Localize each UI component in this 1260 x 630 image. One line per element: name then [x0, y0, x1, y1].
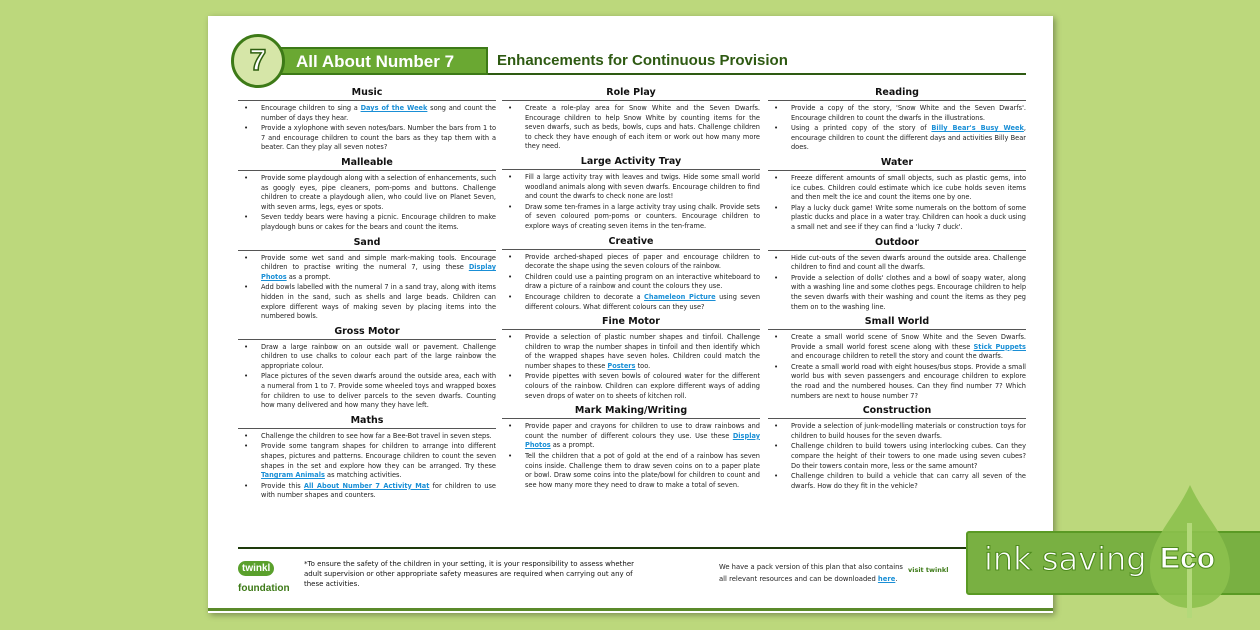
resource-link[interactable]: All About Number 7 Activity Mat	[303, 481, 430, 490]
bullet-list	[238, 174, 496, 233]
section-role-play	[502, 87, 760, 152]
footer-divider	[238, 547, 1023, 549]
section-water	[768, 157, 1026, 233]
list-item	[502, 104, 760, 152]
item-text: Draw a large rainbow on an outside wall or pavement. Challenge children to use chalks to colour each part of the large rainbow the appropriate colour.	[261, 342, 496, 370]
item-text: Provide some wet sand and simple mark-making tools. Encourage children to practise writing the numeral 7, using these	[261, 253, 496, 272]
item-text: Challenge children to build a vehicle that can carry all seven of the dwarfs. How do they fit in the vehicle?	[791, 472, 1026, 490]
list-item	[502, 372, 760, 401]
bullet-list	[502, 253, 760, 313]
safety-disclaimer: *To ensure the safety of the children in your setting, it is your responsibility to assess whether adult supervision or other appropriate safety measures are required when carrying out any of these activities.	[304, 560, 635, 588]
list-item	[768, 124, 1026, 153]
section-heading: Mark Making/Writing	[502, 405, 760, 419]
section-heading: Gross Motor	[238, 326, 496, 340]
page-title: All About Number 7	[268, 47, 488, 75]
item-text: Provide a selection of junk-modelling materials or construction toys for children to build houses for the seven dwarfs.	[791, 422, 1026, 440]
item-text: Encourage children to decorate a	[525, 292, 645, 301]
pack-end: .	[895, 575, 898, 583]
section-heading: Reading	[768, 87, 1026, 101]
list-item	[502, 333, 760, 371]
bullet-list	[502, 173, 760, 232]
logo-text-bottom: foundation	[238, 583, 290, 594]
list-item	[768, 363, 1026, 401]
bullet-list	[768, 254, 1026, 313]
list-item	[768, 254, 1026, 273]
item-text: Seven teddy bears were having a picnic. Encourage children to make playdough buns or cakes for the bears and count the items.	[261, 213, 496, 231]
bottom-divider	[208, 608, 1053, 611]
item-text: Provide a xylophone with seven notes/bars. Number the bars from 1 to 7 and encourage children to count the bars as they tap them with a beater. Can they play all seven notes?	[261, 124, 496, 152]
column-right	[768, 87, 1026, 495]
bullet-list	[768, 104, 1026, 153]
bullet-list	[238, 104, 496, 153]
list-item	[238, 343, 496, 372]
section-heading: Construction	[768, 405, 1026, 419]
item-text: Provide some tangram shapes for children to arrange into different shapes, pictures and patterns. Encourage children to count the seven shapes in the set and explore how they can be arranged. Try these	[261, 442, 496, 470]
list-item	[238, 432, 496, 442]
list-item	[238, 174, 496, 212]
resource-link[interactable]: Tangram Animals	[261, 471, 325, 480]
section-large-activity-tray	[502, 156, 760, 232]
section-heading: Fine Motor	[502, 316, 760, 330]
bullet-list	[238, 343, 496, 411]
page-subtitle: Enhancements for Continuous Provision	[497, 52, 788, 69]
item-text: Using a printed copy of the story of	[791, 124, 932, 133]
item-text: Children could use a painting program on an interactive whiteboard to draw a picture of a rainbow and count the colours they use.	[525, 272, 760, 291]
list-item	[768, 104, 1026, 123]
section-sand	[238, 237, 496, 322]
section-creative	[502, 236, 760, 313]
section-heading: Outdoor	[768, 237, 1026, 251]
item-text: Place pictures of the seven dwarfs around the outside area, each with a numeral from 1 to 7. Provide some wheeled toys and wrapped boxes for children to use to deliver parcels to the seven dwarfs. Counting how many delivered and how many they have left.	[261, 372, 496, 410]
item-text: Provide arched-shaped pieces of paper and encourage children to decorate the shape using the seven colours of the rainbow.	[525, 252, 760, 271]
list-item	[768, 204, 1026, 233]
section-maths	[238, 415, 496, 501]
bullet-list	[768, 333, 1026, 401]
item-text: Add bowls labelled with the numeral 7 in a sand tray, along with items hidden in the sand, such as shells and large beads. Children can explore different ways of making seven by placing items into the numbered bowls.	[261, 283, 496, 321]
list-item	[238, 482, 496, 501]
list-item	[768, 442, 1026, 471]
section-heading: Maths	[238, 415, 496, 429]
item-text: Provide a copy of the story, 'Snow White and the Seven Dwarfs'. Encourage children to count the dwarfs in the illustrations.	[791, 104, 1026, 122]
item-text: Tell the children that a pot of gold at the end of a rainbow has seven coins inside. Challenge them to draw seven coins on to a paper plate or bowl. Draw some coins into the plate/bowl for children to count and see how many more they need to draw to make a total of seven.	[525, 452, 760, 489]
list-item	[238, 442, 496, 480]
bullet-list	[768, 174, 1026, 233]
item-text: Draw some ten-frames in a large activity tray using chalk. Provide sets of seven coloured pom-poms or counters. Encourage children to explore ways of creating seven items in the ten-frame.	[525, 202, 760, 230]
resource-link[interactable]: Billy Bear's Busy Week	[931, 124, 1024, 133]
bullet-list	[768, 422, 1026, 491]
title-divider	[488, 73, 1026, 75]
item-text: , encourage children to count the different days and activities Billy Bear does.	[791, 124, 1027, 152]
list-item	[502, 253, 760, 272]
ink-saving-label: ink saving	[984, 540, 1147, 578]
list-item	[238, 104, 496, 123]
column-left	[238, 87, 496, 505]
section-gross-motor	[238, 326, 496, 411]
item-text: for children to use with number shapes and counters.	[261, 481, 496, 500]
section-construction	[768, 405, 1026, 491]
item-text: song and count the number of days they hear.	[261, 104, 496, 122]
item-text: Hide cut-outs of the seven dwarfs around the outside area. Challenge children to find and count all the dwarfs.	[791, 253, 1026, 272]
section-heading: Creative	[502, 236, 760, 250]
item-text: as a prompt.	[286, 272, 331, 281]
item-text: Challenge children to build towers using interlocking cubes. Can they compare the height of their towers to one made using seven cubes? Do their towers contain more, less or the same amount?	[791, 442, 1026, 470]
item-text: Challenge the children to see how far a Bee-Bot travel in seven steps.	[261, 431, 492, 440]
section-music	[238, 87, 496, 153]
item-text: Provide this	[261, 481, 304, 490]
item-text: using seven different colours. What different colours can they use?	[525, 292, 760, 311]
resource-link[interactable]: Stick Puppets	[973, 342, 1026, 351]
section-heading: Sand	[238, 237, 496, 251]
resource-link[interactable]: Posters	[607, 361, 636, 370]
list-item	[502, 173, 760, 202]
item-text: Encourage children to sing a	[261, 104, 361, 112]
item-text: as matching activities.	[324, 471, 402, 480]
item-text: Provide a selection of plastic number shapes and tinfoil. Challenge children to wrap the number shapes in tinfoil and then identify which of the wrapped shapes have seven holes. Children could match the number shapes to these	[525, 333, 760, 370]
section-reading	[768, 87, 1026, 153]
item-text: Create a role-play area for Snow White and the Seven Dwarfs. Encourage children to help Snow White by counting items for the seven dwarfs, such as beds, bowls, cups and hats. Challenge children to check they have enough of each item or work out how many more they need.	[525, 104, 760, 151]
eco-label: Eco	[1160, 542, 1216, 575]
list-item	[238, 372, 496, 410]
pack-download-link[interactable]: here	[877, 575, 896, 583]
section-heading: Small World	[768, 316, 1026, 330]
pack-note	[719, 561, 909, 585]
item-text: Provide some playdough along with a selection of enhancements, such as googly eyes, pipe cleaners, pom-poms and buttons. Challenge children to create a playdough alien, who could live on Planet Seven, with seven arms, legs, eyes or spots.	[261, 173, 496, 211]
item-text: Play a lucky duck game! Write some numerals on the bottom of some plastic ducks and place in a water tray. Children can hook a duck using a small net and see if they can find a 'lucky 7 duck'.	[791, 203, 1026, 231]
list-item	[768, 333, 1026, 362]
list-item	[502, 293, 760, 312]
resource-link[interactable]: Display Photos	[525, 431, 760, 450]
list-item	[768, 174, 1026, 203]
bullet-list	[502, 422, 760, 490]
section-fine-motor	[502, 316, 760, 401]
list-item	[238, 124, 496, 153]
item-text: Create a small world scene of Snow White and the Seven Dwarfs. Provide a small world forest scene along with these	[791, 333, 1026, 351]
list-item	[502, 203, 760, 232]
item-text: Freeze different amounts of small objects, such as plastic gems, into ice cubes. Children could estimate which ice cube holds seven items and then melt the ice and count the items one by one.	[791, 173, 1026, 202]
logo-text-top: twinkl	[238, 561, 274, 576]
list-item	[768, 472, 1026, 491]
list-item	[238, 283, 496, 321]
section-heading: Water	[768, 157, 1026, 171]
bullet-list	[238, 432, 496, 501]
bullet-list	[238, 254, 496, 322]
resource-link[interactable]: Days of the Week	[360, 104, 428, 112]
item-text: and encourage children to retell the story and count the dwarfs.	[791, 352, 1003, 361]
column-middle	[502, 87, 760, 494]
visit-link[interactable]: visit twinkl	[908, 566, 949, 574]
twinkl-foundation-logo	[238, 556, 290, 594]
list-item	[238, 254, 496, 283]
item-text: Fill a large activity tray with leaves and twigs. Hide some small world woodland animals along with seven dwarfs. Encourage children to find and count the dwarfs to check none are lost!	[525, 172, 760, 201]
list-item	[502, 422, 760, 451]
list-item	[502, 273, 760, 292]
bullet-list	[502, 333, 760, 401]
section-heading: Malleable	[238, 157, 496, 171]
number-badge: 7	[231, 34, 285, 88]
list-item	[768, 422, 1026, 441]
list-item	[238, 213, 496, 232]
item-text: Provide a selection of dolls' clothes and a bowl of soapy water, along with a washing line and some clothes pegs. Encourage children to help the seven dwarfs with their washing and count the items as they peg them on to the washing line.	[791, 273, 1026, 311]
resource-link[interactable]: Display Photos	[261, 263, 496, 281]
section-heading: Large Activity Tray	[502, 156, 760, 170]
item-text: Provide paper and crayons for children to use to draw rainbows and count the number of different colours they use. Use these	[525, 422, 760, 440]
pack-text: We have a pack version of this plan that also contains all relevant resources and can be downloaded	[719, 563, 903, 583]
section-mark-making-writing	[502, 405, 760, 490]
section-outdoor	[768, 237, 1026, 313]
bullet-list	[502, 104, 760, 152]
section-small-world	[768, 316, 1026, 401]
section-heading: Music	[238, 87, 496, 101]
item-text: as a prompt.	[550, 441, 595, 450]
item-text: too.	[635, 361, 651, 370]
list-item	[768, 274, 1026, 312]
section-heading: Role Play	[502, 87, 760, 101]
section-malleable	[238, 157, 496, 233]
list-item	[502, 452, 760, 490]
resource-link[interactable]: Chameleon Picture	[644, 292, 716, 301]
item-text: Create a small world road with eight houses/bus stops. Provide a small world bus with seven passengers and encourage children to explore the road and the numbered houses. Can they find number 7? Which numbers are next to house number 7?	[791, 362, 1026, 400]
item-text: Provide pipettes with seven bowls of coloured water for the different colours of the rainbow. Children can explore different ways of adding seven drops of water on to sheets of kitchen roll.	[525, 372, 760, 400]
